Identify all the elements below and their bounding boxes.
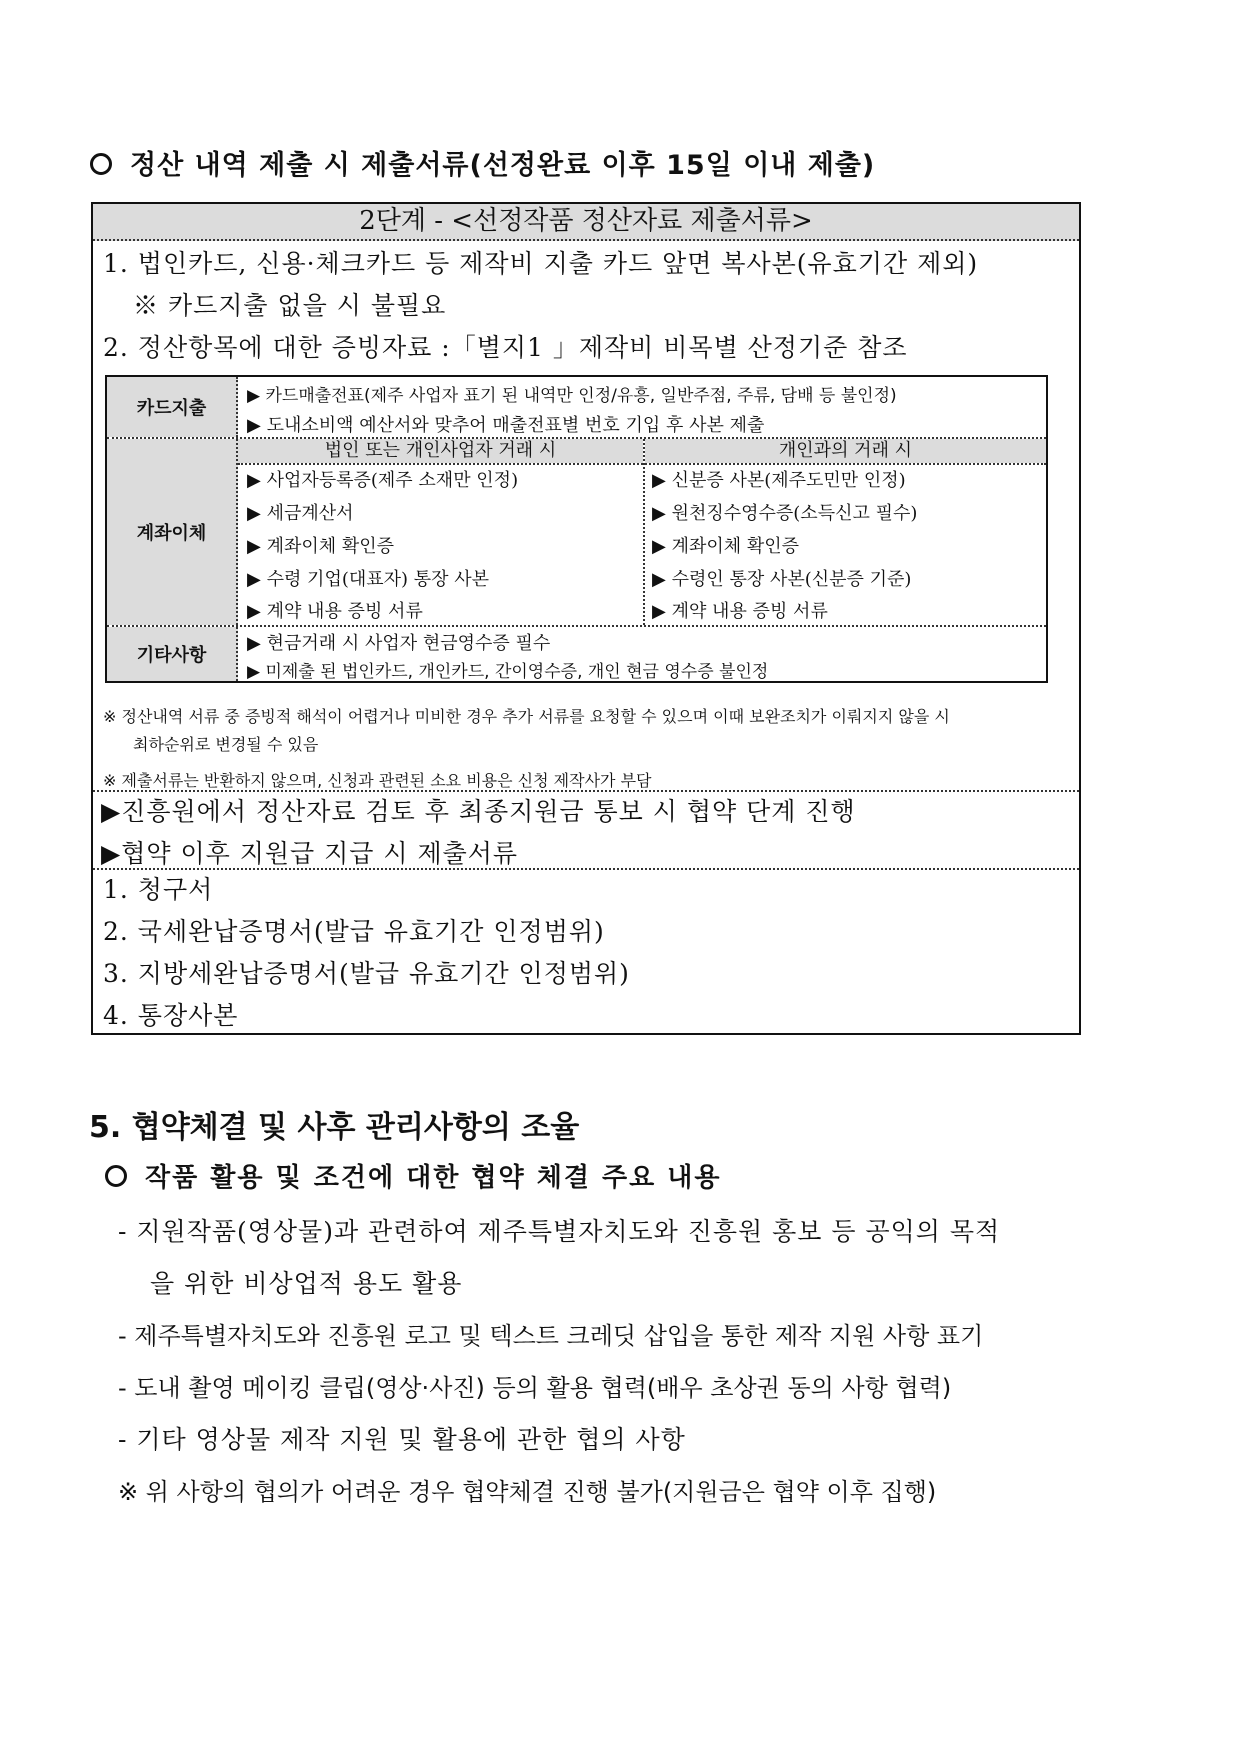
circle-bullet-icon — [105, 1165, 127, 1187]
settlement-documents-box — [91, 202, 1081, 1035]
agreement-item-3: - 도내 촬영 메이킹 클립(영상·사진) 등의 활용 협력(배우 초상권 동의 사항 협력) — [118, 1374, 952, 1402]
doc-item-1: 1. 청구서 — [103, 875, 214, 904]
etc-item-1: ▶ 현금거래 시 사업자 현금영수증 필수 — [247, 633, 551, 654]
individual-item-3: ▶ 계좌이체 확인증 — [652, 536, 800, 557]
doc-item-4: 4. 통장사본 — [103, 1001, 239, 1030]
arrow-line-1: ▶진흥원에서 정산자료 검토 후 최종지원금 통보 시 협약 단계 진행 — [101, 797, 856, 826]
column-divider — [643, 439, 645, 625]
note-1: ※ 정산내역 서류 중 증빙적 해석이 어렵거나 미비한 경우 추가 서류를 요청할 수 있으며 이때 보완조치가 이뤄지지 않을 시 — [103, 707, 950, 726]
section-5-subheading-text: 작품 활용 및 조건에 대한 협약 체결 주요 내용 — [145, 1163, 722, 1193]
business-item-5: ▶ 계약 내용 증빙 서류 — [247, 601, 423, 622]
business-item-4: ▶ 수령 기업(대표자) 통장 사본 — [247, 569, 490, 590]
note-2: ※ 제출서류는 반환하지 않으며, 신청과 관련된 소요 비용은 신청 제작사가 부담 — [103, 771, 652, 790]
business-item-1: ▶ 사업자등록증(제주 소재만 인정) — [247, 470, 519, 491]
arrow-line-2: ▶협약 이후 지원급 지급 시 제출서류 — [101, 839, 519, 868]
row-label-transfer: 계좌이체 — [107, 439, 238, 625]
section-heading-text: 정산 내역 제출 시 제출서류(선정완료 이후 15일 이내 제출) — [130, 150, 876, 181]
agreement-item-1: - 지원작품(영상물)과 관련하여 제주특별자치도와 진흥원 홍보 등 공익의 목적 — [118, 1217, 1001, 1246]
agreement-item-2: - 제주특별자치도와 진흥원 로고 및 텍스트 크레딧 삽입을 통한 제작 지원 사항 표기 — [118, 1322, 984, 1350]
evidence-table — [105, 375, 1048, 683]
card-item-1: ▶ 카드매출전표(제주 사업자 표기 된 내역만 인정/유흥, 일반주점, 주류, 담배 등 불인정) — [247, 386, 897, 406]
business-item-3: ▶ 계좌이체 확인증 — [247, 536, 395, 557]
dotted-divider — [93, 868, 1079, 870]
circle-bullet-icon — [90, 153, 112, 175]
individual-item-1: ▶ 신분증 사본(제주도민만 인정) — [652, 470, 906, 491]
individual-item-5: ▶ 계약 내용 증빙 서류 — [652, 601, 828, 622]
section-heading-settlement — [90, 143, 875, 182]
note-1-continued: 최하순위로 변경될 수 있음 — [133, 735, 319, 754]
section-5-title: 5. 협약체결 및 사후 관리사항의 조율 — [89, 1110, 580, 1145]
box-title: 2단계 - <선정작품 정산자료 제출서류> — [93, 204, 1079, 241]
row-label-etc: 기타사항 — [107, 627, 238, 681]
doc-item-3: 3. 지방세완납증명서(발급 유효기간 인정범위) — [103, 959, 630, 988]
doc-line-1-note: ※ 카드지출 없을 시 불필요 — [133, 291, 447, 320]
subheader-divider — [238, 463, 1046, 465]
doc-item-2: 2. 국세완납증명서(발급 유효기간 인정범위) — [103, 917, 605, 946]
column-header-business: 법인 또는 개인사업자 거래 시 — [238, 439, 643, 463]
individual-item-4: ▶ 수령인 통장 사본(신분증 기준) — [652, 569, 912, 590]
row-label-card: 카드지출 — [107, 377, 238, 437]
business-item-2: ▶ 세금계산서 — [247, 503, 354, 524]
card-item-2: ▶ 도내소비액 예산서와 맞추어 매출전표별 번호 기입 후 사본 제출 — [247, 415, 765, 436]
section-5-subheading — [105, 1157, 722, 1194]
column-header-individual: 개인과의 거래 시 — [645, 439, 1046, 463]
doc-line-2: 2. 정산항목에 대한 증빙자료 :「별지1 」제작비 비목별 산정기준 참조 — [103, 333, 908, 362]
agreement-note: ※ 위 사항의 협의가 어려운 경우 협약체결 진행 불가(지원금은 협약 이후 집행) — [118, 1478, 937, 1506]
agreement-item-1-continued: 을 위한 비상업적 용도 활용 — [150, 1269, 463, 1298]
individual-item-2: ▶ 원천징수영수증(소득신고 필수) — [652, 503, 918, 524]
row-divider — [107, 625, 1046, 627]
doc-line-1: 1. 법인카드, 신용·체크카드 등 제작비 지출 카드 앞면 복사본(유효기간 제외) — [103, 249, 979, 278]
agreement-item-4: - 기타 영상물 제작 지원 및 활용에 관한 협의 사항 — [118, 1425, 686, 1454]
etc-item-2: ▶ 미제출 된 법인카드, 개인카드, 간이영수증, 개인 현금 영수증 불인정 — [247, 662, 769, 682]
